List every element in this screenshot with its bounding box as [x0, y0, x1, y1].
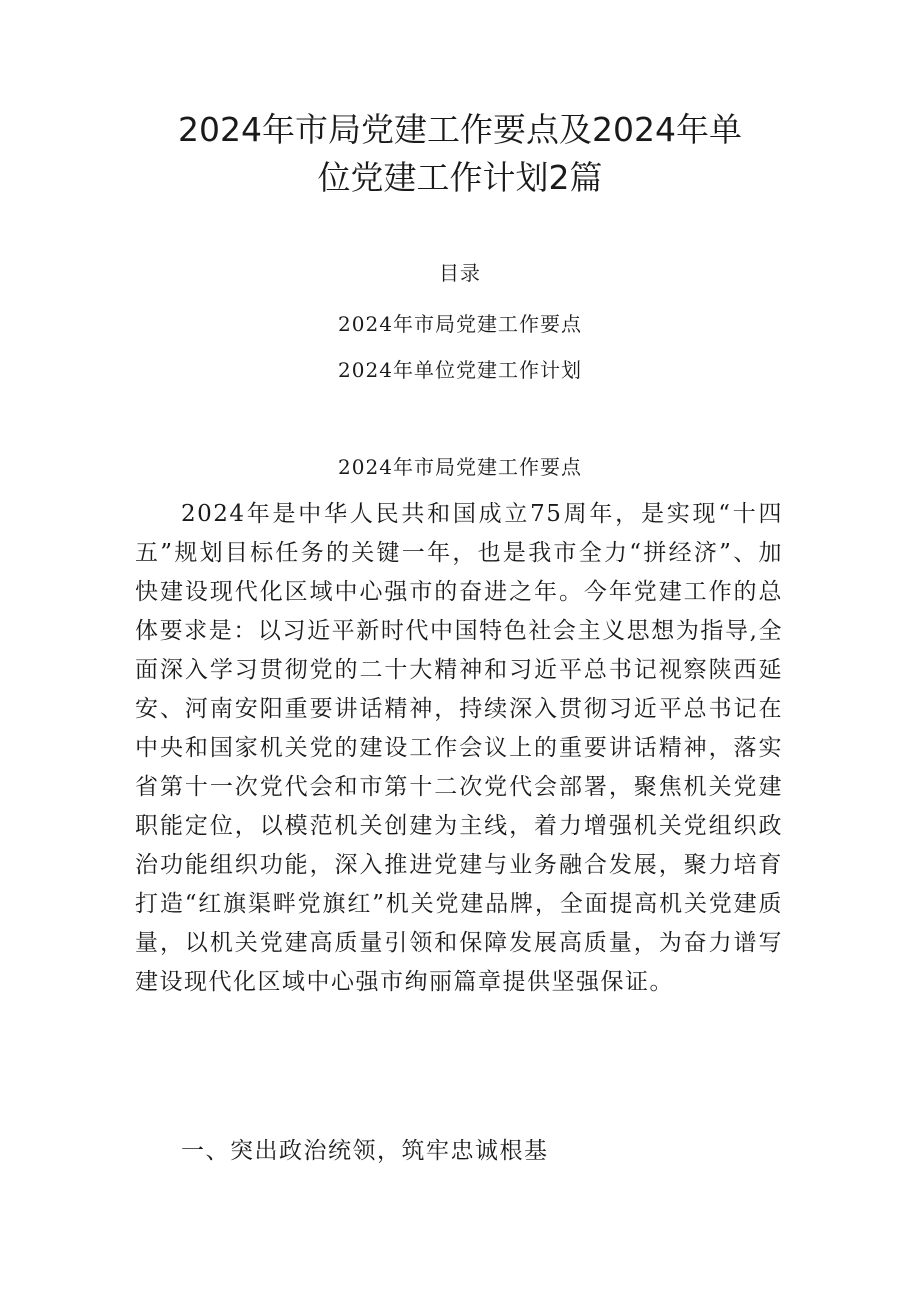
section-title: 2024年市局党建工作要点: [338, 455, 582, 479]
toc-item-1: 2024年市局党建工作要点: [338, 312, 582, 336]
toc-item-2: 2024年单位党建工作计划: [338, 358, 582, 382]
document-title-line-1: 2024年市局党建工作要点及2024年单: [178, 110, 742, 149]
first-section-heading: 一、突出政治统领，筑牢忠诚根基: [181, 1138, 549, 1164]
intro-paragraph: 2024年是中华人民共和国成立75周年，是实现“十四五”规划目标任务的关键一年，也是我市全力“拼经济”、加快建设现代化区域中心强市的奋进之年。今年党建工作的总体要求是：以习近平新时代中国特色社会主义思想为指导,全面深入学习贯彻党的二十大精神和习近平总书记视察陕西延安、河南安阳重要讲话精神，持续深入贯彻习近平总书记在中央和国家机关党的建设工作会议上的重要讲话精神，落实省第十一次党代会和市第十二次党代会部署，聚焦机关党建职能定位，以模范机关创建为主线，着力增强机关党组织政治功能组织功能，深入推进党建与业务融合发展，聚力培育打造“红旗渠畔党旗红”机关党建品牌，全面提高机关党建质量，以机关党建高质量引领和保障发展高质量，为奋力谱写建设现代化区域中心强市绚丽篇章提供坚强保证。: [135, 501, 783, 995]
toc-heading: 目录: [439, 261, 481, 285]
document-title-line-2: 位党建工作计划2篇: [317, 158, 603, 197]
